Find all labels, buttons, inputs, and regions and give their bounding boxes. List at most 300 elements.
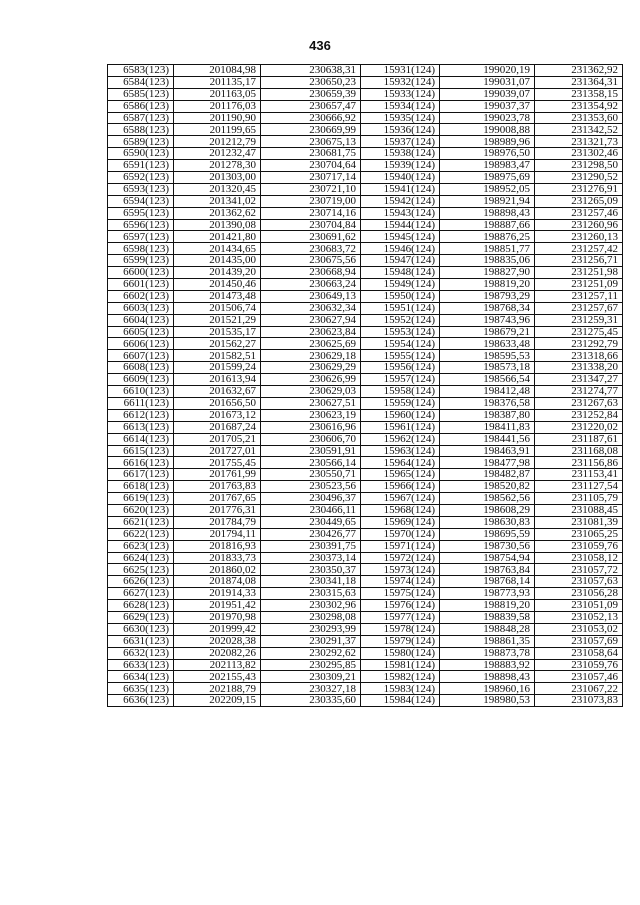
- x-coordinate-b-cell: 198898,43: [440, 207, 535, 219]
- point-id-a-cell: 6585(123): [108, 88, 174, 100]
- y-coordinate-a-cell: 230638,31: [261, 65, 361, 77]
- point-id-a-cell: 6601(123): [108, 279, 174, 291]
- point-id-a-cell: 6617(123): [108, 469, 174, 481]
- point-id-b-cell: 15980(124): [361, 647, 440, 659]
- table-row: [108, 338, 623, 350]
- point-id-b-cell: 15931(124): [361, 65, 440, 77]
- x-coordinate-a-cell: 201833,73: [174, 552, 261, 564]
- point-id-b-cell: 15982(124): [361, 671, 440, 683]
- x-coordinate-a-cell: 201320,45: [174, 183, 261, 195]
- table-row: [108, 124, 623, 136]
- table-row: [108, 231, 623, 243]
- y-coordinate-b-cell: 231187,61: [535, 433, 623, 445]
- point-id-a-cell: 6618(123): [108, 481, 174, 493]
- x-coordinate-a-cell: 201599,24: [174, 362, 261, 374]
- y-coordinate-a-cell: 230626,99: [261, 374, 361, 386]
- y-coordinate-a-cell: 230391,75: [261, 540, 361, 552]
- x-coordinate-a-cell: 201951,42: [174, 600, 261, 612]
- point-id-a-cell: 6621(123): [108, 516, 174, 528]
- x-coordinate-b-cell: 198387,80: [440, 409, 535, 421]
- point-id-b-cell: 15951(124): [361, 302, 440, 314]
- x-coordinate-b-cell: 198773,93: [440, 588, 535, 600]
- table-row: [108, 647, 623, 659]
- x-coordinate-a-cell: 201860,02: [174, 564, 261, 576]
- table-row: [108, 243, 623, 255]
- x-coordinate-a-cell: 201521,29: [174, 314, 261, 326]
- table-row: [108, 148, 623, 160]
- table-row: [108, 279, 623, 291]
- y-coordinate-a-cell: 230298,08: [261, 611, 361, 623]
- point-id-a-cell: 6634(123): [108, 671, 174, 683]
- y-coordinate-a-cell: 230629,03: [261, 386, 361, 398]
- y-coordinate-b-cell: 231057,72: [535, 564, 623, 576]
- point-id-a-cell: 6636(123): [108, 695, 174, 707]
- y-coordinate-a-cell: 230681,75: [261, 148, 361, 160]
- point-id-a-cell: 6590(123): [108, 148, 174, 160]
- x-coordinate-a-cell: 201506,74: [174, 302, 261, 314]
- point-id-b-cell: 15934(124): [361, 100, 440, 112]
- point-id-a-cell: 6608(123): [108, 362, 174, 374]
- point-id-a-cell: 6611(123): [108, 397, 174, 409]
- y-coordinate-a-cell: 230350,37: [261, 564, 361, 576]
- x-coordinate-b-cell: 198883,92: [440, 659, 535, 671]
- table-row: [108, 255, 623, 267]
- x-coordinate-a-cell: 201535,17: [174, 326, 261, 338]
- y-coordinate-a-cell: 230669,99: [261, 124, 361, 136]
- table-row: [108, 695, 623, 707]
- point-id-a-cell: 6630(123): [108, 623, 174, 635]
- x-coordinate-a-cell: 201874,08: [174, 576, 261, 588]
- x-coordinate-a-cell: 201656,50: [174, 397, 261, 409]
- y-coordinate-a-cell: 230629,29: [261, 362, 361, 374]
- x-coordinate-a-cell: 201673,12: [174, 409, 261, 421]
- x-coordinate-b-cell: 198768,34: [440, 302, 535, 314]
- point-id-a-cell: 6610(123): [108, 386, 174, 398]
- table-row: [108, 362, 623, 374]
- y-coordinate-b-cell: 231058,12: [535, 552, 623, 564]
- y-coordinate-b-cell: 231321,73: [535, 136, 623, 148]
- point-id-a-cell: 6583(123): [108, 65, 174, 77]
- x-coordinate-a-cell: 202113,82: [174, 659, 261, 671]
- y-coordinate-b-cell: 231153,41: [535, 469, 623, 481]
- y-coordinate-b-cell: 231362,92: [535, 65, 623, 77]
- point-id-b-cell: 15941(124): [361, 183, 440, 195]
- y-coordinate-b-cell: 231358,15: [535, 88, 623, 100]
- point-id-b-cell: 15954(124): [361, 338, 440, 350]
- table-row: [108, 374, 623, 386]
- point-id-a-cell: 6614(123): [108, 433, 174, 445]
- x-coordinate-a-cell: 201816,93: [174, 540, 261, 552]
- table-row: [108, 469, 623, 481]
- point-id-b-cell: 15949(124): [361, 279, 440, 291]
- y-coordinate-b-cell: 231052,13: [535, 611, 623, 623]
- y-coordinate-b-cell: 231318,66: [535, 350, 623, 362]
- table-row: [108, 516, 623, 528]
- point-id-b-cell: 15946(124): [361, 243, 440, 255]
- x-coordinate-b-cell: 198743,96: [440, 314, 535, 326]
- x-coordinate-b-cell: 198482,87: [440, 469, 535, 481]
- y-coordinate-b-cell: 231156,86: [535, 457, 623, 469]
- point-id-a-cell: 6584(123): [108, 76, 174, 88]
- point-id-b-cell: 15981(124): [361, 659, 440, 671]
- x-coordinate-b-cell: 198754,94: [440, 552, 535, 564]
- point-id-b-cell: 15978(124): [361, 623, 440, 635]
- point-id-b-cell: 15971(124): [361, 540, 440, 552]
- table-row: [108, 445, 623, 457]
- y-coordinate-b-cell: 231276,91: [535, 183, 623, 195]
- point-id-b-cell: 15935(124): [361, 112, 440, 124]
- y-coordinate-a-cell: 230627,51: [261, 397, 361, 409]
- table-row: [108, 481, 623, 493]
- point-id-a-cell: 6587(123): [108, 112, 174, 124]
- point-id-a-cell: 6606(123): [108, 338, 174, 350]
- point-id-b-cell: 15948(124): [361, 267, 440, 279]
- x-coordinate-a-cell: 201421,80: [174, 231, 261, 243]
- x-coordinate-a-cell: 201914,33: [174, 588, 261, 600]
- point-id-b-cell: 15939(124): [361, 160, 440, 172]
- y-coordinate-a-cell: 230302,96: [261, 600, 361, 612]
- y-coordinate-b-cell: 231105,79: [535, 493, 623, 505]
- table-row: [108, 314, 623, 326]
- y-coordinate-b-cell: 231251,98: [535, 267, 623, 279]
- y-coordinate-b-cell: 231290,52: [535, 172, 623, 184]
- y-coordinate-b-cell: 231292,79: [535, 338, 623, 350]
- point-id-b-cell: 15973(124): [361, 564, 440, 576]
- point-id-b-cell: 15955(124): [361, 350, 440, 362]
- point-id-a-cell: 6625(123): [108, 564, 174, 576]
- x-coordinate-b-cell: 198921,94: [440, 195, 535, 207]
- point-id-a-cell: 6597(123): [108, 231, 174, 243]
- x-coordinate-b-cell: 198633,48: [440, 338, 535, 350]
- x-coordinate-a-cell: 201613,94: [174, 374, 261, 386]
- x-coordinate-b-cell: 198730,56: [440, 540, 535, 552]
- x-coordinate-b-cell: 198976,50: [440, 148, 535, 160]
- table-row: [108, 552, 623, 564]
- point-id-a-cell: 6599(123): [108, 255, 174, 267]
- point-id-b-cell: 15944(124): [361, 219, 440, 231]
- y-coordinate-b-cell: 231260,96: [535, 219, 623, 231]
- y-coordinate-b-cell: 231053,02: [535, 623, 623, 635]
- y-coordinate-a-cell: 230625,69: [261, 338, 361, 350]
- point-id-a-cell: 6604(123): [108, 314, 174, 326]
- y-coordinate-a-cell: 230704,64: [261, 160, 361, 172]
- x-coordinate-a-cell: 201278,30: [174, 160, 261, 172]
- point-id-b-cell: 15968(124): [361, 504, 440, 516]
- table-row: [108, 457, 623, 469]
- point-id-a-cell: 6598(123): [108, 243, 174, 255]
- y-coordinate-b-cell: 231257,42: [535, 243, 623, 255]
- point-id-b-cell: 15932(124): [361, 76, 440, 88]
- point-id-a-cell: 6603(123): [108, 302, 174, 314]
- y-coordinate-a-cell: 230719,00: [261, 195, 361, 207]
- point-id-b-cell: 15950(124): [361, 290, 440, 302]
- point-id-b-cell: 15940(124): [361, 172, 440, 184]
- x-coordinate-a-cell: 201362,62: [174, 207, 261, 219]
- x-coordinate-a-cell: 201450,46: [174, 279, 261, 291]
- x-coordinate-a-cell: 202028,38: [174, 635, 261, 647]
- y-coordinate-a-cell: 230309,21: [261, 671, 361, 683]
- x-coordinate-b-cell: 198441,56: [440, 433, 535, 445]
- x-coordinate-b-cell: 199020,19: [440, 65, 535, 77]
- y-coordinate-a-cell: 230466,11: [261, 504, 361, 516]
- table-row: [108, 493, 623, 505]
- table-row: [108, 76, 623, 88]
- x-coordinate-a-cell: 202155,43: [174, 671, 261, 683]
- x-coordinate-a-cell: 201341,02: [174, 195, 261, 207]
- point-id-b-cell: 15947(124): [361, 255, 440, 267]
- x-coordinate-a-cell: 201784,79: [174, 516, 261, 528]
- y-coordinate-b-cell: 231259,31: [535, 314, 623, 326]
- table-row: [108, 397, 623, 409]
- x-coordinate-b-cell: 198839,58: [440, 611, 535, 623]
- point-id-a-cell: 6633(123): [108, 659, 174, 671]
- x-coordinate-b-cell: 198848,28: [440, 623, 535, 635]
- table-row: [108, 528, 623, 540]
- table-row: [108, 409, 623, 421]
- point-id-a-cell: 6586(123): [108, 100, 174, 112]
- table-row: [108, 172, 623, 184]
- table-row: [108, 267, 623, 279]
- point-id-a-cell: 6635(123): [108, 683, 174, 695]
- x-coordinate-b-cell: 198695,59: [440, 528, 535, 540]
- point-id-b-cell: 15966(124): [361, 481, 440, 493]
- x-coordinate-b-cell: 198793,29: [440, 290, 535, 302]
- x-coordinate-a-cell: 201767,65: [174, 493, 261, 505]
- x-coordinate-a-cell: 201755,45: [174, 457, 261, 469]
- point-id-b-cell: 15977(124): [361, 611, 440, 623]
- y-coordinate-b-cell: 231251,09: [535, 279, 623, 291]
- y-coordinate-b-cell: 231073,83: [535, 695, 623, 707]
- point-id-a-cell: 6629(123): [108, 611, 174, 623]
- point-id-b-cell: 15961(124): [361, 421, 440, 433]
- table-row: [108, 421, 623, 433]
- point-id-a-cell: 6589(123): [108, 136, 174, 148]
- point-id-b-cell: 15943(124): [361, 207, 440, 219]
- x-coordinate-b-cell: 198630,83: [440, 516, 535, 528]
- y-coordinate-a-cell: 230663,24: [261, 279, 361, 291]
- point-id-b-cell: 15965(124): [361, 469, 440, 481]
- x-coordinate-b-cell: 198861,35: [440, 635, 535, 647]
- table-row: [108, 683, 623, 695]
- y-coordinate-b-cell: 231057,46: [535, 671, 623, 683]
- y-coordinate-a-cell: 230327,18: [261, 683, 361, 695]
- y-coordinate-a-cell: 230623,19: [261, 409, 361, 421]
- coordinates-table-body: [108, 65, 623, 707]
- y-coordinate-a-cell: 230295,85: [261, 659, 361, 671]
- x-coordinate-a-cell: 201776,31: [174, 504, 261, 516]
- y-coordinate-b-cell: 231265,09: [535, 195, 623, 207]
- point-id-b-cell: 15979(124): [361, 635, 440, 647]
- point-id-b-cell: 15984(124): [361, 695, 440, 707]
- point-id-b-cell: 15958(124): [361, 386, 440, 398]
- x-coordinate-b-cell: 198952,05: [440, 183, 535, 195]
- x-coordinate-a-cell: 201763,83: [174, 481, 261, 493]
- y-coordinate-a-cell: 230315,63: [261, 588, 361, 600]
- y-coordinate-a-cell: 230373,14: [261, 552, 361, 564]
- point-id-b-cell: 15945(124): [361, 231, 440, 243]
- point-id-a-cell: 6600(123): [108, 267, 174, 279]
- y-coordinate-b-cell: 231088,45: [535, 504, 623, 516]
- point-id-a-cell: 6622(123): [108, 528, 174, 540]
- y-coordinate-a-cell: 230632,34: [261, 302, 361, 314]
- point-id-a-cell: 6620(123): [108, 504, 174, 516]
- point-id-b-cell: 15975(124): [361, 588, 440, 600]
- point-id-b-cell: 15957(124): [361, 374, 440, 386]
- y-coordinate-a-cell: 230591,91: [261, 445, 361, 457]
- x-coordinate-b-cell: 198412,48: [440, 386, 535, 398]
- point-id-b-cell: 15974(124): [361, 576, 440, 588]
- y-coordinate-b-cell: 231051,09: [535, 600, 623, 612]
- x-coordinate-b-cell: 198679,21: [440, 326, 535, 338]
- x-coordinate-b-cell: 198975,69: [440, 172, 535, 184]
- x-coordinate-b-cell: 198819,20: [440, 600, 535, 612]
- x-coordinate-b-cell: 199008,88: [440, 124, 535, 136]
- x-coordinate-a-cell: 201434,65: [174, 243, 261, 255]
- y-coordinate-b-cell: 231057,69: [535, 635, 623, 647]
- point-id-b-cell: 15942(124): [361, 195, 440, 207]
- point-id-a-cell: 6628(123): [108, 600, 174, 612]
- x-coordinate-b-cell: 198851,77: [440, 243, 535, 255]
- x-coordinate-b-cell: 198463,91: [440, 445, 535, 457]
- point-id-b-cell: 15963(124): [361, 445, 440, 457]
- y-coordinate-a-cell: 230550,71: [261, 469, 361, 481]
- point-id-b-cell: 15953(124): [361, 326, 440, 338]
- x-coordinate-a-cell: 201135,17: [174, 76, 261, 88]
- point-id-b-cell: 15967(124): [361, 493, 440, 505]
- point-id-b-cell: 15960(124): [361, 409, 440, 421]
- y-coordinate-b-cell: 231298,50: [535, 160, 623, 172]
- point-id-a-cell: 6594(123): [108, 195, 174, 207]
- point-id-a-cell: 6593(123): [108, 183, 174, 195]
- x-coordinate-a-cell: 201163,05: [174, 88, 261, 100]
- y-coordinate-a-cell: 230291,37: [261, 635, 361, 647]
- x-coordinate-a-cell: 201435,00: [174, 255, 261, 267]
- x-coordinate-b-cell: 198873,78: [440, 647, 535, 659]
- point-id-a-cell: 6607(123): [108, 350, 174, 362]
- y-coordinate-a-cell: 230523,56: [261, 481, 361, 493]
- y-coordinate-a-cell: 230675,56: [261, 255, 361, 267]
- point-id-a-cell: 6595(123): [108, 207, 174, 219]
- point-id-a-cell: 6613(123): [108, 421, 174, 433]
- point-id-a-cell: 6627(123): [108, 588, 174, 600]
- point-id-a-cell: 6596(123): [108, 219, 174, 231]
- x-coordinate-a-cell: 201190,90: [174, 112, 261, 124]
- x-coordinate-a-cell: 201176,03: [174, 100, 261, 112]
- y-coordinate-b-cell: 231364,31: [535, 76, 623, 88]
- y-coordinate-a-cell: 230496,37: [261, 493, 361, 505]
- y-coordinate-b-cell: 231252,84: [535, 409, 623, 421]
- y-coordinate-a-cell: 230292,62: [261, 647, 361, 659]
- point-id-b-cell: 15956(124): [361, 362, 440, 374]
- y-coordinate-a-cell: 230666,92: [261, 112, 361, 124]
- x-coordinate-a-cell: 201705,21: [174, 433, 261, 445]
- point-id-a-cell: 6624(123): [108, 552, 174, 564]
- table-row: [108, 600, 623, 612]
- table-row: [108, 88, 623, 100]
- y-coordinate-b-cell: 231081,39: [535, 516, 623, 528]
- y-coordinate-b-cell: 231342,52: [535, 124, 623, 136]
- table-row: [108, 671, 623, 683]
- table-row: [108, 112, 623, 124]
- table-row: [108, 290, 623, 302]
- y-coordinate-a-cell: 230566,14: [261, 457, 361, 469]
- y-coordinate-b-cell: 231257,67: [535, 302, 623, 314]
- x-coordinate-b-cell: 199039,07: [440, 88, 535, 100]
- point-id-b-cell: 15972(124): [361, 552, 440, 564]
- x-coordinate-a-cell: 201390,08: [174, 219, 261, 231]
- y-coordinate-b-cell: 231059,76: [535, 540, 623, 552]
- y-coordinate-a-cell: 230649,13: [261, 290, 361, 302]
- y-coordinate-b-cell: 231168,08: [535, 445, 623, 457]
- x-coordinate-b-cell: 198898,43: [440, 671, 535, 683]
- point-id-a-cell: 6605(123): [108, 326, 174, 338]
- table-row: [108, 207, 623, 219]
- y-coordinate-a-cell: 230657,47: [261, 100, 361, 112]
- y-coordinate-b-cell: 231260,13: [535, 231, 623, 243]
- point-id-b-cell: 15964(124): [361, 457, 440, 469]
- table-row: [108, 136, 623, 148]
- x-coordinate-b-cell: 198477,98: [440, 457, 535, 469]
- y-coordinate-a-cell: 230616,96: [261, 421, 361, 433]
- x-coordinate-b-cell: 198608,29: [440, 504, 535, 516]
- x-coordinate-a-cell: 201303,00: [174, 172, 261, 184]
- x-coordinate-b-cell: 198376,58: [440, 397, 535, 409]
- x-coordinate-b-cell: 198960,16: [440, 683, 535, 695]
- y-coordinate-b-cell: 231353,60: [535, 112, 623, 124]
- point-id-a-cell: 6626(123): [108, 576, 174, 588]
- table-row: [108, 160, 623, 172]
- point-id-a-cell: 6602(123): [108, 290, 174, 302]
- point-id-a-cell: 6588(123): [108, 124, 174, 136]
- y-coordinate-b-cell: 231354,92: [535, 100, 623, 112]
- x-coordinate-b-cell: 198835,06: [440, 255, 535, 267]
- x-coordinate-a-cell: 201632,67: [174, 386, 261, 398]
- x-coordinate-b-cell: 198768,14: [440, 576, 535, 588]
- point-id-b-cell: 15938(124): [361, 148, 440, 160]
- y-coordinate-b-cell: 231220,02: [535, 421, 623, 433]
- x-coordinate-b-cell: 198887,66: [440, 219, 535, 231]
- table-row: [108, 100, 623, 112]
- x-coordinate-b-cell: 198983,47: [440, 160, 535, 172]
- coordinates-table: [107, 64, 623, 707]
- y-coordinate-b-cell: 231347,27: [535, 374, 623, 386]
- y-coordinate-b-cell: 231127,54: [535, 481, 623, 493]
- table-row: [108, 219, 623, 231]
- x-coordinate-b-cell: 198876,25: [440, 231, 535, 243]
- y-coordinate-a-cell: 230691,62: [261, 231, 361, 243]
- point-id-b-cell: 15976(124): [361, 600, 440, 612]
- y-coordinate-a-cell: 230341,18: [261, 576, 361, 588]
- y-coordinate-a-cell: 230623,84: [261, 326, 361, 338]
- x-coordinate-b-cell: 198411,83: [440, 421, 535, 433]
- y-coordinate-b-cell: 231067,22: [535, 683, 623, 695]
- point-id-a-cell: 6619(123): [108, 493, 174, 505]
- y-coordinate-a-cell: 230721,10: [261, 183, 361, 195]
- x-coordinate-a-cell: 201212,79: [174, 136, 261, 148]
- y-coordinate-b-cell: 231338,20: [535, 362, 623, 374]
- table-row: [108, 326, 623, 338]
- y-coordinate-b-cell: 231056,28: [535, 588, 623, 600]
- table-row: [108, 659, 623, 671]
- point-id-a-cell: 6631(123): [108, 635, 174, 647]
- x-coordinate-b-cell: 198980,53: [440, 695, 535, 707]
- y-coordinate-a-cell: 230650,23: [261, 76, 361, 88]
- point-id-a-cell: 6609(123): [108, 374, 174, 386]
- point-id-b-cell: 15983(124): [361, 683, 440, 695]
- x-coordinate-a-cell: 201687,24: [174, 421, 261, 433]
- page-number: 436: [309, 38, 331, 53]
- y-coordinate-a-cell: 230449,65: [261, 516, 361, 528]
